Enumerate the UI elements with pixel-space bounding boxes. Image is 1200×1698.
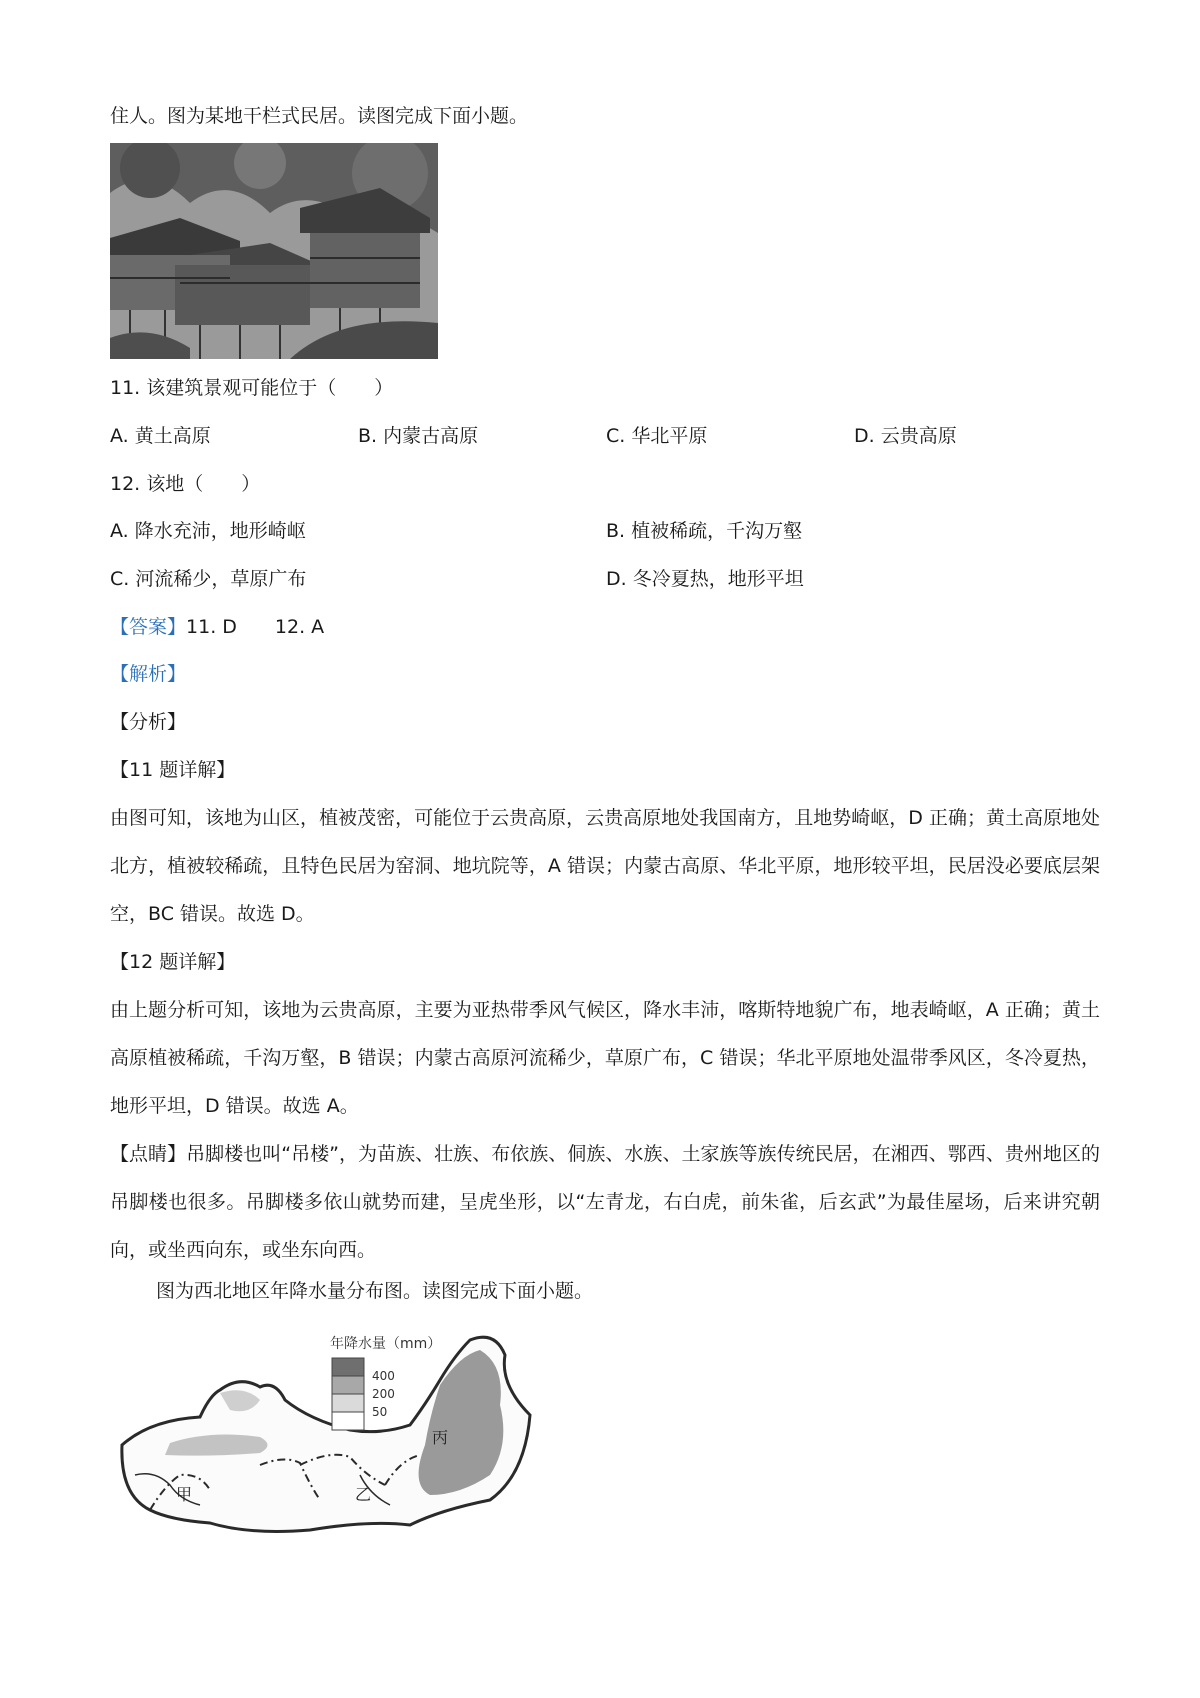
legend-value-50: 50 [372, 1405, 388, 1419]
analysis-tag: 【解析】 [110, 663, 187, 685]
region-label-bing: 丙 [432, 1428, 449, 1447]
q11-detail-tag: 【11 题详解】 [110, 759, 236, 781]
q12-option-c: C. 河流稀少，草原广布 [110, 568, 307, 590]
q12-option-b: B. 植被稀疏，千沟万壑 [606, 520, 803, 542]
next-intro: 图为西北地区年降水量分布图。读图完成下面小题。 [156, 1280, 594, 1302]
intro-tail: 住人。图为某地干栏式民居。读图完成下面小题。 [110, 105, 529, 127]
q11-option-b: B. 内蒙古高原 [358, 425, 479, 447]
answer-line [110, 615, 324, 639]
legend-value-200: 200 [372, 1387, 395, 1401]
legend-swatch-0 [332, 1412, 364, 1430]
legend-swatch-400 [332, 1358, 364, 1376]
q11-detail-text: 由图可知，该地为山区，植被茂密，可能位于云贵高原，云贵高原地处我国南方，且地势崎岖，D 正确；黄土高原地处北方，植被较稀疏，且特色民居为窑洞、地坑院等，A 错误；内蒙古高原、华北平原，地形较平坦，民居没必要底层架空，BC 错误。故选 D。 [110, 807, 1100, 925]
q11-option-d: D. 云贵高原 [854, 425, 957, 447]
region-label-yi: 乙 [355, 1485, 372, 1504]
q12-stem: 12. 该地（ ） [110, 473, 261, 495]
fenxi-tag: 【分析】 [110, 711, 187, 733]
answer-tag: 【答案】 [110, 616, 187, 638]
q11-option-c: C. 华北平原 [606, 425, 708, 447]
answer-text: 11. D 12. A [186, 616, 325, 638]
tip-tag: 【点睛】 [110, 1143, 187, 1165]
region-label-jia: 甲 [176, 1485, 193, 1504]
q12-detail-text: 由上题分析可知，该地为云贵高原，主要为亚热带季风气候区，降水丰沛，喀斯特地貌广布，地表崎岖，A 正确；黄土高原植被稀疏，千沟万壑，B 错误；内蒙古高原河流稀少，草原广布，C 错误；华北平原地处温带季风区，冬冷夏热，地形平坦，D 错误。故选 A。 [110, 999, 1100, 1117]
legend-swatch-200 [332, 1376, 364, 1394]
q11-stem: 11. 该建筑景观可能位于（ ） [110, 377, 394, 399]
q12-detail-tag: 【12 题详解】 [110, 951, 236, 973]
q12-option-d: D. 冬冷夏热，地形平坦 [606, 568, 804, 590]
q12-option-a: A. 降水充沛，地形崎岖 [110, 520, 306, 542]
northwest-precipitation-map [110, 1325, 540, 1545]
tip-paragraph [110, 1130, 1100, 1274]
tip-text: 吊脚楼也叫“吊楼”，为苗族、壮族、布依族、侗族、水族、土家族等族传统民居，在湘西、鄂西、贵州地区的吊脚楼也很多。吊脚楼多依山就势而建，呈虎坐形，以“左青龙，右白虎，前朱雀，后玄武”为最佳屋场，后来讲究朝向，或坐西向东，或坐东向西。 [110, 1143, 1100, 1261]
legend-title: 年降水量（mm） [330, 1336, 442, 1352]
legend-value-400: 400 [372, 1369, 395, 1383]
q11-option-a: A. 黄土高原 [110, 425, 211, 447]
legend-swatch-50 [332, 1394, 364, 1412]
stilt-house-photo [110, 143, 438, 359]
